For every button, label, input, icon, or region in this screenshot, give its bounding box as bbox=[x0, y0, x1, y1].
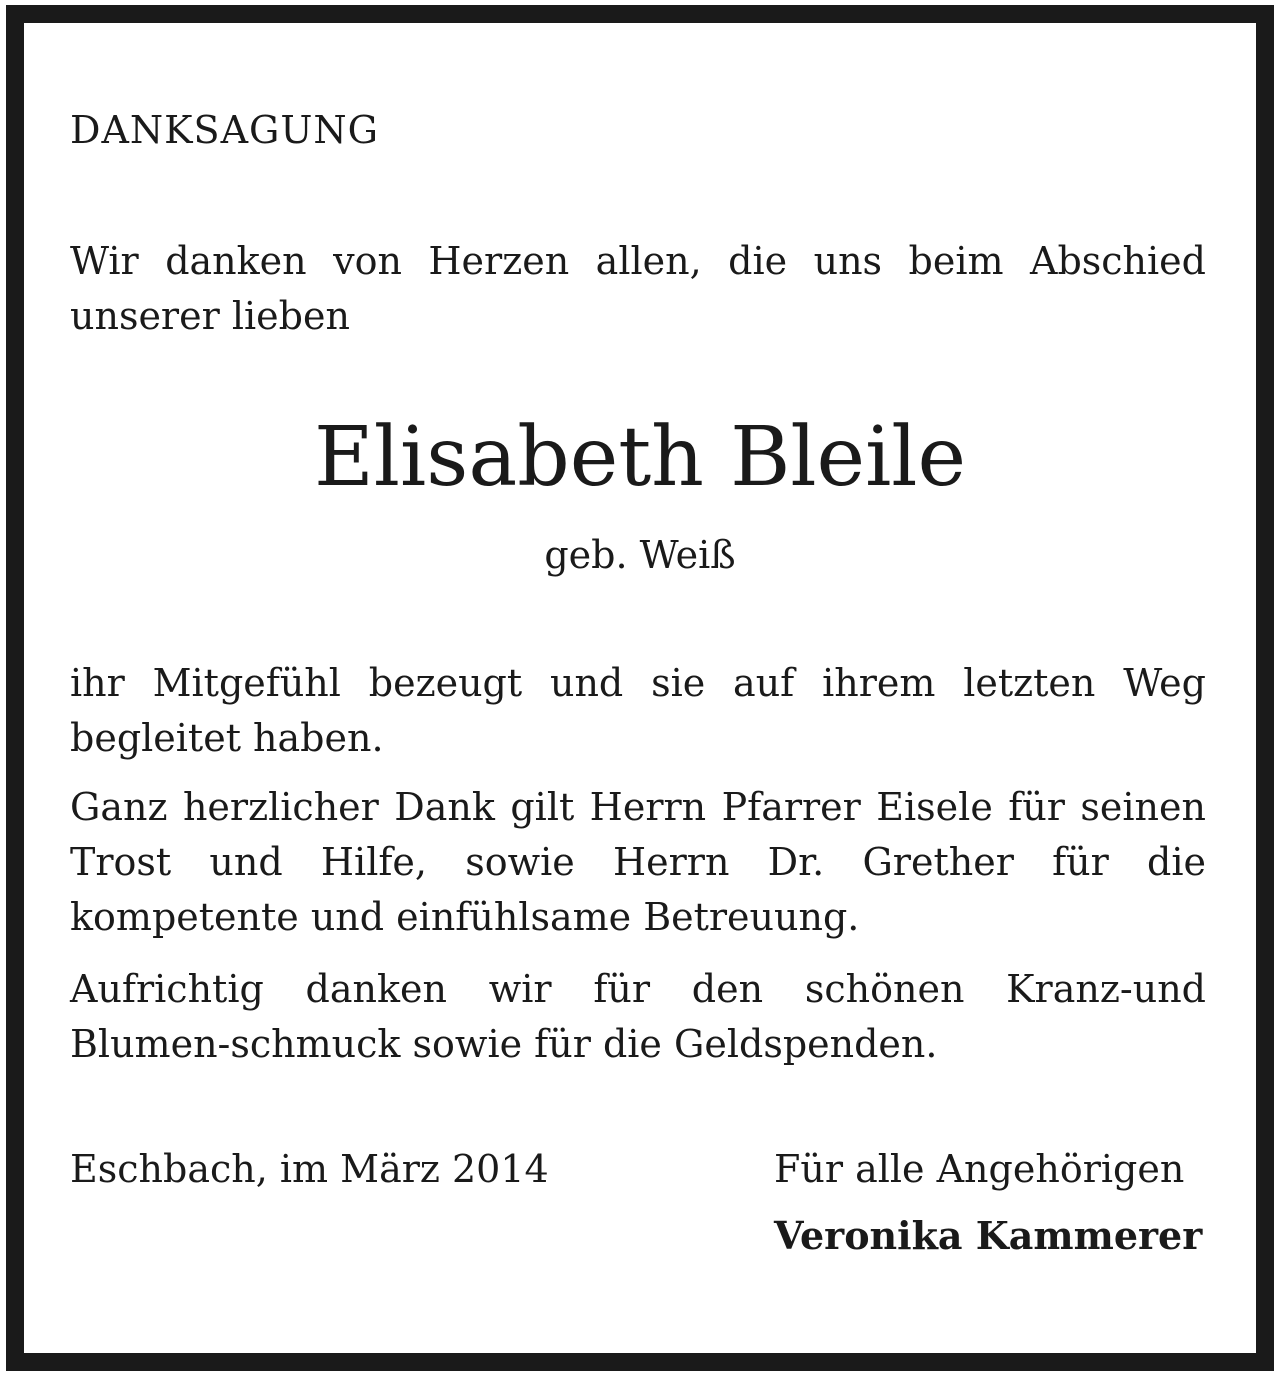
thanks-paragraph-2: Ganz herzlicher Dank gilt Herrn Pfarrer Eisele für seinen Trost und Hilfe, sowie Herrn Dr. Grether für die kompetente und einfühlsame Betreuung. bbox=[70, 785, 1206, 939]
on-behalf-line: Für alle Angehörigen bbox=[774, 1147, 1185, 1191]
maiden-name: geb. Weiß bbox=[544, 533, 736, 577]
signer-name: Veronika Kammerer bbox=[774, 1213, 1203, 1258]
notice-heading: DANKSAGUNG bbox=[70, 108, 380, 152]
thanks-paragraph-3: Aufrichtig danken wir für den schönen Kranz-und Blumen-schmuck sowie für die Geldspenden. bbox=[70, 967, 1206, 1066]
intro-text: Wir danken von Herzen allen, die uns beim Abschied unserer lieben bbox=[70, 239, 1206, 338]
deceased-name: Elisabeth Bleile bbox=[313, 410, 967, 505]
thanks-paragraph-1: ihr Mitgefühl bezeugt und sie auf ihrem letzten Weg begleitet haben. bbox=[70, 661, 1206, 760]
place-and-date: Eschbach, im März 2014 bbox=[70, 1147, 549, 1191]
